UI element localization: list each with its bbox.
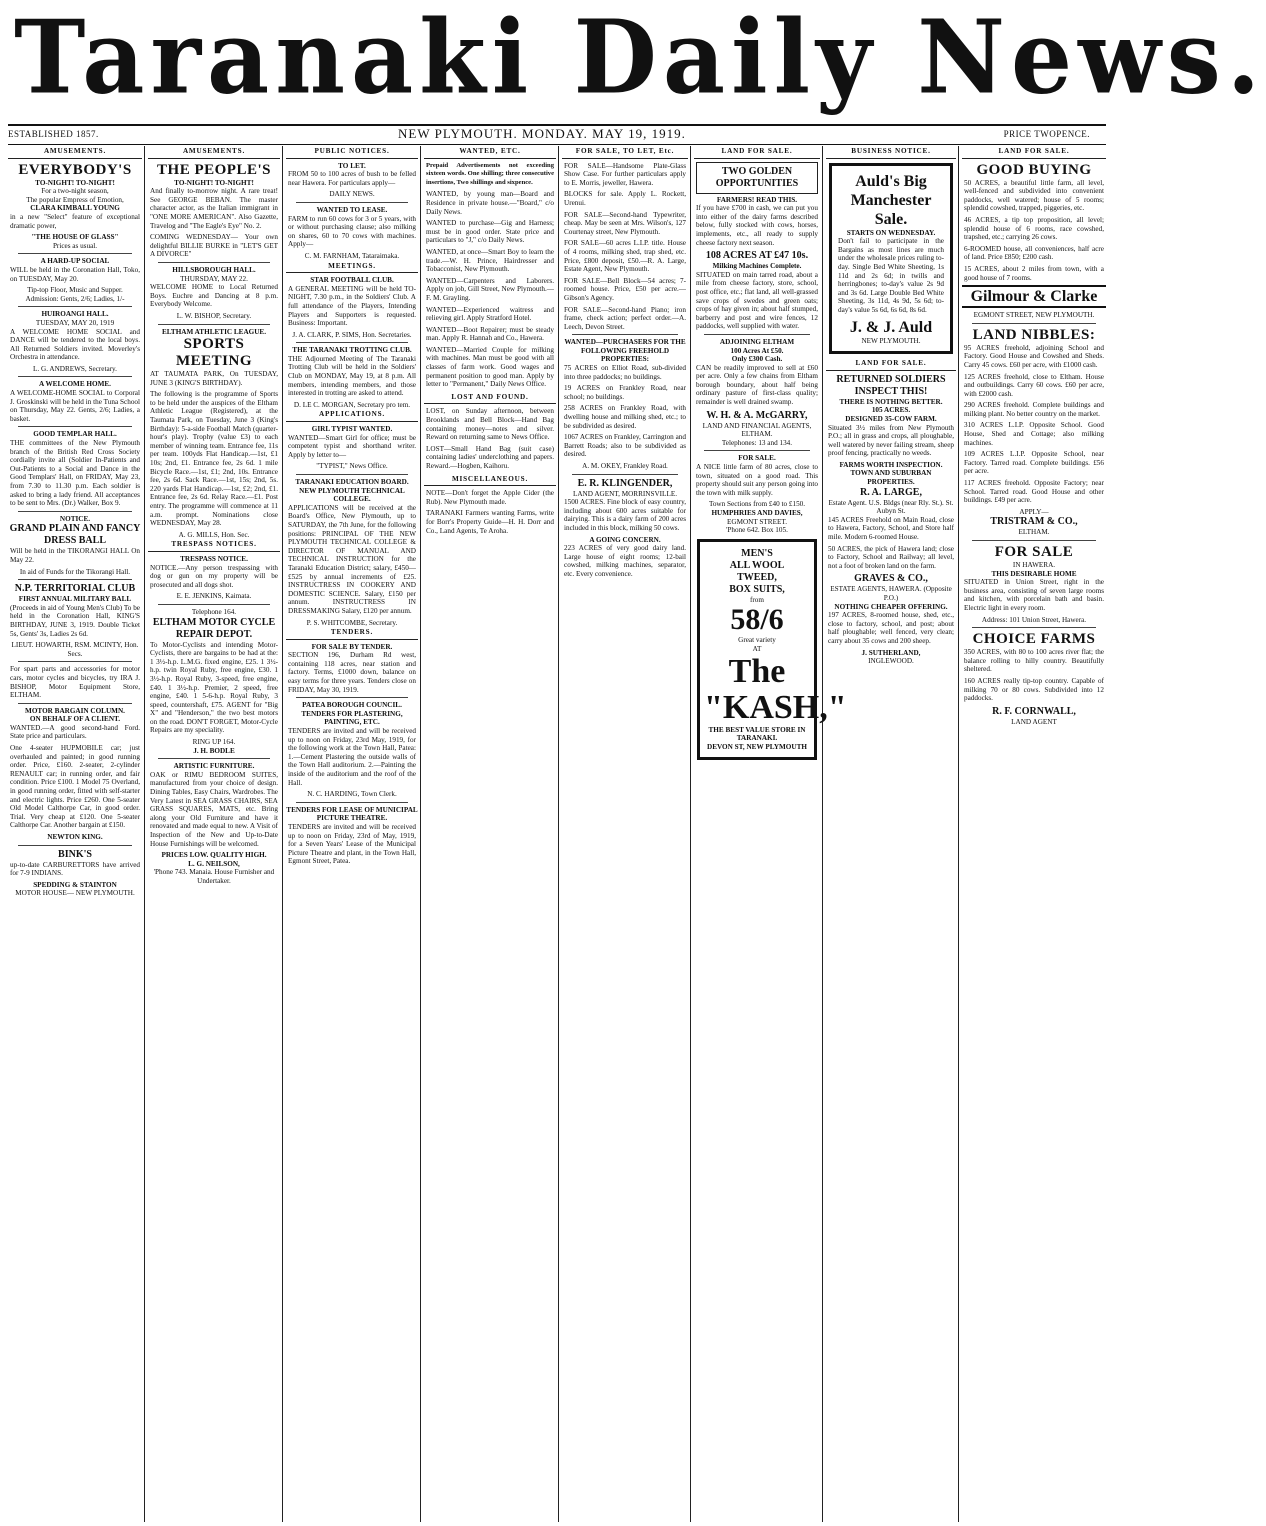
ad-signature: J. H. BODLE [193, 746, 235, 755]
ad-subtitle: DESIGNED 35-COW FARM. [845, 414, 937, 423]
property-item: 290 ACRES freehold. Complete buildings and milking plant. No better country on the market. [964, 401, 1104, 418]
property-item: 109 ACRES L.I.P. Opposite School, near Factory. Tarred road. Complete buildings. £56 per acre. [964, 450, 1104, 476]
ad-subtitle: Only £300 Cash. [731, 355, 783, 364]
ad-text: Will be held in the TIKORANGI HALL On May 22. [10, 547, 140, 564]
property-item: 1067 ACRES on Frankley, Carrington and Barrett Roads; also to be subdivided as desired. [564, 433, 686, 459]
separator [972, 540, 1096, 541]
separator [572, 334, 678, 335]
ad-title: TRESPASS NOTICE. [180, 554, 248, 563]
ad-signature: L. W. BISHOP, Secretary. [176, 311, 252, 320]
column-divider [558, 146, 559, 1522]
ad-signature: L. G. NEILSON, [188, 859, 240, 868]
property-item: 125 ACRES freehold, close to Eltham. House and outbuildings. Carry 60 cows. £60 per acre, with £2000 cash. [964, 372, 1104, 398]
ad-signature: LIEUT. HOWARTH, RSM. MCINTY, Hon. Secs. [11, 641, 139, 658]
ad-text: For a two-night season, [41, 187, 109, 196]
section-header: LAND FOR SALE. [694, 146, 820, 159]
ad-title: ON BEHALF OF A CLIENT. [29, 715, 121, 724]
classified-item: FOR SALE—Second-hand Typewriter, cheap. May be seen at Mrs. Wilson's, 127 Courtenay street, New Plymouth. [564, 210, 686, 236]
ad-text: Address: 101 Union Street, Hawera. [981, 615, 1087, 624]
ad-text: THURSDAY, MAY 22. [180, 274, 248, 283]
separator [972, 627, 1096, 628]
ad-text: THE committees of the New Plymouth branch of the British Red Cross Society cordially invite all (Soldier In-Patients and Out-Patients to a Social and Dance in the Good Templars' Hall, on FRIDAY, May 23, from 7.30 to 11.30 p.m. Each soldier is asked to bring a lady friend. All acceptances to be sent to Mrs. (Dr.) Walker, Box 9. [10, 439, 140, 508]
ad-signature: A. G. MILLS, Hon. Sec. [178, 530, 250, 539]
section-header: AMUSEMENTS. [148, 146, 280, 159]
ad-title: 108 ACRES AT £47 10s. [705, 250, 809, 262]
ad-title: A WELCOME HOME. [39, 380, 111, 389]
ad-text: TWEED, [737, 571, 777, 583]
ad-text: Telephones: 13 and 134. [721, 438, 793, 447]
ad-text: 'Phone 642. Box 105. [726, 526, 788, 535]
separator [158, 758, 270, 759]
ad-text: Situated 3½ miles from New Plymouth P.O.; all in grass and crops, all ploughable, well watered by never failing stream, sheep proof fencing, practically no weeds. [828, 423, 954, 458]
ad-title: GOOD TEMPLAR HALL. [33, 430, 117, 439]
ad-text: ESTATE AGENTS, HAWERA. (Opposite P.O.) [830, 585, 952, 602]
ad-text: A WELCOME HOME SOCIAL and DANCE will be tendered to the local boys. All Returned Soldiers invited. Moverley's Orchestra in attendance. [10, 327, 140, 362]
property-item: 258 ACRES on Frankley Road, with dwelling house and milking shed, etc.; to be subdivided as desired. [564, 404, 686, 430]
ad-subtitle: TO-NIGHT! TO-NIGHT! [174, 178, 254, 187]
ad-text: Don't fail to participate in the Bargains as most lines are much under the wholesale prices ruling to-day. Single Bed White Sheeting, 1s 11d and 2s 6d; in twills and herringbones; to-day's value 2s 9d and 3s 6d. Large Double Bed White Sheeting, 3s 11d, 4s 9d, 5s 6d; to-day's value 5s 6d, 6s 6d, 8s 6d. [838, 237, 944, 314]
ad-signature: J. SUTHERLAND, [861, 648, 921, 657]
separator [18, 426, 132, 427]
ad-text: Admission: Gents, 2/6; Ladies, 1/- [25, 294, 125, 303]
ad-text: in a new "Select" feature of exceptional dramatic power, [10, 212, 140, 230]
ad-title: TENDERS FOR LEASE OF MUNICIPAL PICTURE THEATRE. [286, 805, 418, 823]
classified-item: WANTED—Carpenters and Laborers. Apply on job, Gill Street, New Plymouth.—F. M. Grayling. [426, 276, 554, 302]
section-header: MEETINGS. [286, 261, 418, 274]
ad-text: And finally to-morrow night. A rare treat! See GEORGE BEBAN. The master character actor, as the Italian immigrant in "ONE MORE AMERICAN". Also Gazette, Travelog and "The Eagle's Eye" No. 2. [150, 187, 278, 230]
separator [158, 262, 270, 263]
ad-text: The popular Empress of Emotion, [26, 195, 124, 204]
section-header: LOST AND FOUND. [424, 392, 556, 405]
newspaper-title: Taranaki Daily News. [14, 0, 1266, 117]
separator [296, 802, 408, 803]
separator [296, 697, 408, 698]
ad-title: NOTHING CHEAPER OFFERING. [834, 602, 948, 611]
ad-text: THE Adjourned Meeting of The Taranaki Trotting Club will be held in the Soldiers' Club on MONDAY, May 19, at 8 p.m. All members, intending members, and those interested in trotting are asked to attend. [288, 354, 416, 398]
ad-subtitle: FARMERS! READ THIS. [716, 195, 798, 204]
price-label: PRICE TWOPENCE. [1003, 129, 1090, 139]
column-divider [822, 146, 823, 1522]
section-header: PUBLIC NOTICES. [286, 146, 418, 159]
column-divider [282, 146, 283, 1522]
ad-text: FROM 50 to 100 acres of bush to be felled near Hawera. For particulars apply— [288, 170, 416, 187]
column-amusements-2 [148, 146, 280, 1522]
ad-subtitle: THERE IS NOTHING BETTER. [839, 397, 943, 406]
dateline-rule [8, 144, 1106, 145]
classified-item: FOR SALE—Handsome Plate-Glass Show Case. For further particulars apply to E. Morris, jeweller, Hawera. [564, 161, 686, 187]
classified-item: WANTED to purchase—Gig and Harness; must be in good order. State price and particulars to "J," c/o Daily News. [426, 219, 554, 245]
ad-text: ALL WOOL [729, 559, 785, 571]
ad-signature: C. M. FARNHAM, Tataraimaka. [304, 251, 400, 260]
column-divider [144, 146, 145, 1522]
ad-signature: GRAVES & CO., [854, 573, 928, 585]
ad-text: THE BEST VALUE STORE IN TARANAKI. [708, 725, 806, 743]
column-divider [420, 146, 421, 1522]
property-item: 95 ACRES freehold, adjoining School and Factory. Good House and Cowshed and Sheds. Carry 45 cows. £60 per acre, with £1000 cash. [964, 343, 1104, 369]
ad-subtitle: STARTS ON WEDNESDAY. [846, 228, 936, 237]
ad-text: IN HAWERA. [1012, 561, 1056, 569]
ad-title: TARANAKI EDUCATION BOARD. [295, 478, 409, 486]
property-item: 310 ACRES L.I.P. Opposite School. Good House, Shed and Cottage; also milking machines. [964, 421, 1104, 447]
ad-text: "THE HOUSE OF GLASS" [31, 233, 119, 242]
classified-item: WANTED—Experienced waitress and relieving girl. Apply Stratford Hotel. [426, 305, 554, 323]
ad-text: Estate Agent. U.S. Bldgs (near Rly. St.). St. Aubyn St. [828, 498, 954, 516]
ad-signature: "TYPIST," News Office. [316, 462, 388, 471]
ad-text: WILL be held in the Coronation Hall, Toko, on TUESDAY, May 20. [10, 265, 140, 283]
ad-text: APPLY— [1019, 507, 1049, 516]
classified-item: FOR SALE—60 acres L.I.P. title. House of 4 rooms, milking shed, trap shed, etc. Price, £800 deposit, £50.—R. A. Large, Estate Agent, New Plymouth. [564, 239, 686, 274]
ad-text: A GENERAL MEETING will be held TO-NIGHT, 7.30 p.m., in the Soldiers' Club. A full attendance of the Players, Intending Players and Supporters is requested. Business: Important. [288, 284, 416, 328]
ad-text: AT [752, 644, 762, 653]
section-header: FOR SALE, TO LET, Etc. [562, 146, 688, 159]
property-item: 46 ACRES, a tip top proposition, all level; splendid house of 6 rooms, race cowshed, trapshed, etc.; carrying 26 cows. [964, 215, 1104, 242]
ad-subtitle: Milking Machines Complete. [712, 262, 802, 271]
ad-signature: N. C. HARDING, Town Clerk. [307, 790, 397, 799]
ad-text: OAK or RIMU BEDROOM SUITES, manufactured from your choice of design. Dining Tables, Easy Chairs, Wardrobes. The Very Latest in SEA GRASS CHAIRS, SEA GRASS SQUARES, MATS, etc. Bring along your Old Furniture and have it renovated and made equal to new. A Visit of Inspection of the New and Up-to-Date House Furnishings will be welcomed. [150, 770, 278, 848]
classified-item: FOR SALE—Second-hand Piano; iron frame, check action; perfect order.—A. Leech, Devon Street. [564, 305, 686, 331]
ad-text: Tip-top Floor, Music and Supper. [27, 286, 123, 295]
ad-title-peoples: THE PEOPLE'S [157, 161, 271, 178]
section-header: TENDERS. [286, 627, 418, 640]
ad-title: BINK'S [58, 848, 92, 860]
separator [704, 334, 810, 335]
separator [18, 845, 132, 846]
ad-text: PRICES LOW. QUALITY HIGH. [161, 851, 267, 860]
property-item: 19 ACRES on Frankley Road, near school; no buildings. [564, 384, 686, 401]
established-label: ESTABLISHED 1857. [8, 129, 99, 139]
ad-text: To Motor-Cyclists and intending Motor-Cyclists, there are bargains to be had at the: 1 3½-h.p. L.M.G. fixed engine, £25. 1 3½-h.p. twin Royal Ruby, free engine, £30. 1 3½-h.p. Royal Ruby, 3-speed, free engine, £40. 1 3½-h.p. Premier, 2 speed, free engine, £40. 1 5-6-h.p. Royal Ruby, 3 speed, countershaft, £75. AGENT for "Big X" and "Henderson," the two best motors on the road. DON'T FORGET, Motor-Cycle Repairs are my speciality. [150, 640, 278, 735]
ad-title: FOR SALE BY TENDER. [311, 642, 393, 651]
ad-text: If you have £700 in cash, we can put you into either of the dairy farms described below, fully stocked with cows, horses, implements, etc., all ready to supply cheese factory next season. [696, 204, 818, 247]
section-header: LAND FOR SALE. [826, 358, 956, 371]
ad-text: Telephone 164. [191, 607, 237, 616]
ad-text: SITUATED on main tarred road, about a mile from cheese factory, store, school, post office, etc.; flat land, all well-grassed save crops of swedes and green oats; crops of hay given in; about half stumped, barberry and post and wire fences, 12 paddocks, well supplied with water. [696, 270, 818, 331]
classified-item: LOST, on Sunday afternoon, between Brooklands and Bell Block—Hand Bag containing money—notes and silver. Reward on returning same to News Office. [426, 407, 554, 442]
ad-text: For spart parts and accessories for motor cars, motor cycles and bicycles, try IRA J. BISHOP, Motor Equipment Store, ELTHAM. [10, 665, 140, 700]
ad-title: ARTISTIC FURNITURE. [173, 762, 255, 771]
column-for-sale [562, 146, 688, 1522]
auld-advert-box [829, 163, 953, 355]
ad-text: Great variety [738, 636, 776, 645]
ad-signature: R. F. CORNWALL, [992, 705, 1076, 717]
ad-signature: J. A. CLARK, P. SIMS, Hon. Secretaries. [292, 330, 412, 339]
property-item: 223 ACRES of very good dairy land. Large house of eight rooms; 12-bail cowshed, milking machines, separator, etc. Every convenience. [564, 544, 686, 578]
separator [296, 342, 408, 343]
section-header: WANTED, ETC. [424, 146, 556, 159]
ad-title: THE TARANAKI TROTTING CLUB. [292, 346, 412, 355]
ad-title-everybodys: EVERYBODY'S [18, 161, 132, 178]
ad-title: ELTHAM MOTOR CYCLE REPAIR DEPOT. [152, 616, 276, 640]
ad-subtitle: TO-NIGHT! TO-NIGHT! [35, 178, 115, 187]
masthead [0, 0, 1266, 120]
ad-title: STAR FOOTBALL CLUB. [310, 276, 394, 285]
ad-text: WANTED.—A good second-hand Ford. State price and particulars. [10, 723, 140, 741]
ad-text: COMING WEDNESDAY— Your own delightful BILLIE BURKE in "LET'S GET A DIVORCE" [150, 233, 278, 259]
ad-text: LAND AGENT [1011, 717, 1057, 726]
ad-title: TOWN AND SUBURBAN PROPERTIES. [850, 469, 932, 487]
property-item: 117 ACRES freehold. Opposite Factory; near School. Tarred road. Good House and other buildings. £49 per acre. [964, 479, 1104, 505]
golden-opportunities-box [696, 162, 818, 194]
ad-title: ADJOINING ELTHAM [719, 337, 795, 346]
classified-item: WANTED—Boot Repairer; must be steady man. Apply R. Hannah and Co., Hawera. [426, 325, 554, 343]
ad-signature: J. & J. Auld [849, 318, 933, 336]
ad-text: WANTED—Smart Girl for office; must be competent typist and shorthand writer. Apply by letter to— [288, 433, 416, 459]
section-header: MISCELLANEOUS. [424, 474, 556, 487]
ad-text: In aid of Funds for the Tikorangi Hall. [19, 567, 131, 576]
property-item: 6-ROOMED house, all conveniences, half acre of land. Price £850; £200 cash. [964, 244, 1104, 262]
column-wanted [424, 146, 556, 1522]
ad-title: NEW PLYMOUTH TECHNICAL COLLEGE. [299, 486, 405, 504]
classified-item: WANTED—Married Couple for milking with machines. Man must be good with all classes of farm work. Good wages and permanent position to good man. Apply by letter to "Permanent," Daily News Office. [426, 345, 554, 389]
ad-signature: TRISTRAM & CO., [990, 516, 1078, 528]
separator [18, 376, 132, 377]
ad-text: SECTION 196, Durham Rd west, containing 118 acres, near station and factory. Terms, £1000 down, balance on easy terms for three years. Tenders close on FRIDAY, May 30, 1919. [288, 651, 416, 694]
ad-text: CLARA KIMBALL YOUNG [30, 204, 120, 213]
ad-title: E. R. KLINGENDER, [577, 477, 673, 489]
ad-signature: P. S. WHITCOMBE, Secretary. [306, 618, 398, 627]
ad-subtitle: 105 ACRES. [871, 406, 911, 415]
ad-text: LAND AND FINANCIAL AGENTS, ELTHAM. [702, 421, 812, 439]
ad-signature: NEWTON KING. [47, 833, 103, 841]
classified-item: FOR SALE—Bell Block—54 acres; 7-roomed house. Price, £50 per acre.—Gibson's Agency. [564, 276, 686, 302]
ad-signature: R. A. LARGE, [860, 486, 922, 498]
ad-signature: E. E. JENKINS, Kaimata. [176, 592, 252, 601]
ad-signature: D. LE C. MORGAN, Secretary pro tem. [293, 400, 411, 409]
classified-item: BLOCKS for sale. Apply L. Rockett, Urenui. [564, 190, 686, 207]
ad-text: EGMONT STREET. [726, 517, 788, 526]
dateline-bar [8, 126, 1106, 142]
ad-title: RETURNED SOLDIERS INSPECT THIS! [836, 373, 946, 397]
ad-title: GRAND PLAIN AND FANCY DRESS BALL [9, 523, 141, 547]
separator [158, 604, 270, 605]
ad-text: Town Sections from £40 to £150. [708, 500, 806, 509]
property-item: 1500 ACRES. Fine block of easy country, including about 600 acres suitable for dairying. This is a dairy farm of 200 acres included in this block, milking 50 cows. [564, 498, 686, 532]
separator [18, 511, 132, 512]
property-item: 75 ACRES on Elliot Road, sub-divided into three paddocks; no buildings. [564, 364, 686, 381]
ad-text: INGLEWOOD. [868, 657, 914, 666]
ad-title: GIRL TYPIST WANTED. [311, 425, 393, 434]
ad-text: SITUATED in Union Street, right in the business area, consisting of seven large rooms and kitchen, with porcelain bath and basin. Electric light in every room. [964, 578, 1104, 612]
classified-item: WANTED, at once—Smart Boy to learn the trade.—W. H. Prince, Hairdresser and Tobacconist, New Plymouth. [426, 247, 554, 274]
ad-title: ELTHAM ATHLETIC LEAGUE. [161, 327, 267, 336]
column-divider [958, 146, 959, 1522]
ad-text: BOX SUITS, [729, 583, 785, 595]
ad-title: A HARD-UP SOCIAL [40, 257, 110, 266]
ad-signature: Gilmour & Clarke [962, 285, 1106, 308]
column-divider [690, 146, 691, 1522]
classified-item: WANTED, by young man—Board and Residence in private house.—"Board," c/o Daily News. [426, 190, 554, 216]
ad-text: TENDERS are invited and will be received up to noon on Friday, 23rd May, 1919, for the following work at the Town Hall, Patea: 1.—Cement Plastering the outside walls of the Town Hall auditorium. 2.—Painting the inside of the auditorium and the roof of the Hall. [288, 727, 416, 787]
ad-text: TENDERS are invited and will be received up to noon on Friday, 23rd of May, 1919, for a Seven Years' Lease of the Municipal Picture Theatre and plant, in the Town Hall, Egmont Street, Patea. [288, 822, 416, 866]
property-item: 350 ACRES, with 80 to 100 acres river flat; the balance rolling to hilly country. Beautifully sheltered. [964, 648, 1104, 674]
ad-signature: A. M. OKEY, Frankley Road. [582, 462, 668, 470]
column-amusements-1 [8, 146, 142, 1522]
property-item: 160 ACRES really tip-top country. Capable of milking 70 or 80 cows. Subdivided into 12 paddocks. [964, 676, 1104, 703]
ad-title: N.P. TERRITORIAL CLUB [14, 583, 136, 595]
ad-title: TWO GOLDEN OPPORTUNITIES [715, 165, 799, 189]
ad-title: FOR SALE [994, 544, 1074, 560]
ad-title: WANTED—PURCHASERS FOR THE FOLLOWING FREEHOLD PROPERTIES: [564, 338, 686, 364]
ad-text: One 4-seater HUPMOBILE car; just overhauled and painted; in good running order. Price, £160. 2-seater, 2-cylinder RENAULT car; in running order, and fair condition. Price £100. 1 Model 75 Overland, in good running order, fitted with self-starter and electric lights. Price £260. One 5-seater Old Model Calthorpe Car, in good order. Trial. Very cheap at £120. One 5-seater Calthorpe Car. Another bargain at £150. [10, 744, 140, 830]
property-item: 50 ACRES, a beautiful little farm, all level, well-fenced and subdivided into convenient paddocks, well watered; house of 5 rooms; splendid cowshed, trapped, piggeries, etc. [964, 178, 1104, 213]
dateline-text: NEW PLYMOUTH. MONDAY. MAY 19, 1919. [398, 126, 686, 141]
separator [18, 306, 132, 307]
ad-text: from [750, 595, 764, 604]
ad-title-sports: SPORTS MEETING [175, 336, 252, 370]
separator [572, 474, 678, 475]
ad-text: ELTHAM. [1018, 528, 1050, 537]
ad-text: DEVON ST, NEW PLYMOUTH [707, 742, 807, 751]
ad-title: HILLSBOROUGH HALL. [172, 265, 256, 274]
separator [972, 323, 1096, 324]
ad-title: TENDERS FOR PLASTERING, PAINTING, ETC. [301, 709, 403, 727]
property-item: 50 ACRES, the pick of Hawera land; close to Factory, School and Railway; all level, not a foot of broken land on the farm. [828, 544, 954, 570]
rates-note: Prepaid Advertisements not exceeding sixteen words. One shilling; three consecutive insertions, Two shillings and sixpence. [426, 161, 554, 186]
ad-text: A WELCOME-HOME SOCIAL to Corporal J. Groskinski will be held in the Tuna School on Thursday, May 22. Gents, 2/6; Ladies, a basket. [10, 389, 140, 423]
separator [18, 703, 132, 704]
section-header: LAND FOR SALE. [962, 146, 1106, 159]
ad-title: MOTOR BARGAIN COLUMN. [25, 706, 125, 715]
column-land-for-sale-2 [962, 146, 1106, 1522]
column-land-for-sale-1 [694, 146, 847, 1522]
ad-text: up-to-date CARBURETTORS have arrived for 7-9 INDIANS. [10, 860, 140, 878]
ad-text: The following is the programme of Sports to be held under the auspices of the Eltham Athletic League (Registered), at the Taumata Park, on Tuesday, June 3 (King's Birthday): 5-a-side Football Match (quarter-hour's play). Trophy (value £3) to each member of winning team. Entrance fee, 11s per team. 100yds Flat Handicap.—1st, £1 10s; 2nd, £1. Entrance fee, 2s 6d. 1 mile Bicycle Race.—1st, £1; 2nd, 10s. Entrance fee, 2s 6d. Sack Race.—1st, 15s; 2nd, 5s. 220 yards Flat Handicap.—1st, £2; 2nd, £1. Entrance fee, 2s 6d. Relay Race.—£1. Post entry. The programme will commence at 11 a.m. prompt. Nominations close WEDNESDAY, May 28. [150, 390, 278, 528]
section-header: AMUSEMENTS. [8, 146, 142, 159]
section-header: TRESPASS NOTICES. [148, 539, 280, 552]
classified-item: LOST—Small Hand Bag (suit case) containing ladies' underclothing and papers. Reward.—Hogben, Kaihoru. [426, 444, 554, 470]
separator [158, 324, 270, 325]
ad-title: LAND NIBBLES: [972, 326, 1096, 343]
ad-signature: DAILY NEWS. [329, 190, 375, 199]
ad-text: NEW PLYMOUTH. [861, 336, 921, 345]
kash-advert-box [697, 539, 847, 761]
separator [704, 450, 810, 451]
section-header: BUSINESS NOTICE. [826, 146, 956, 159]
ad-text: MEN'S [741, 547, 773, 559]
ad-title: W. H. & A. McGARRY, [706, 409, 808, 421]
ad-title: WANTED TO LEASE. [316, 205, 388, 214]
ad-title: FARMS WORTH INSPECTION. [839, 460, 943, 469]
ad-title: HUIROANGI HALL. [41, 310, 109, 319]
ad-title: SPEDDING & STAINTON [33, 880, 117, 889]
classified-item: NOTE—Don't forget the Apple Cider (the Rub). New Plymouth made. [426, 489, 554, 506]
ad-signature: L. G. ANDREWS, Secretary. [33, 364, 117, 373]
ad-subtitle: THIS DESIRABLE HOME [991, 569, 1077, 578]
separator [296, 202, 408, 203]
ad-text: RING UP 164. [192, 738, 236, 747]
ad-title: TO LET. [338, 161, 366, 170]
ad-text: APPLICATIONS will be received at the Board's Office, New Plymouth, up to SATURDAY, the 7th June, for the following positions: PRINCIPAL OF THE NEW PLYMOUTH TECHNICAL COLLEGE & DIRECTOR OF MANUAL AND TECHNICAL INSTRUCTION for the Taranaki Education District; salary, £450—£525 by annual increments of £25. INSTRUCTRESS IN COOKERY AND DOMESTIC SCIENCE. Salary, £150 per annum. INSTRUCTRESS IN DRESSMAKING Salary, £120 per annum. [288, 503, 416, 615]
ad-subtitle: 100 Acres At £50. [730, 346, 784, 355]
ad-title: PATEA BOROUGH COUNCIL. [302, 701, 402, 710]
ad-title: NOTICE. [59, 514, 91, 523]
ad-text: 'Phone 743. Manaia. House Furnisher and Undertaker. [153, 868, 275, 885]
ad-title: FIRST ANNUAL MILITARY BALL [18, 595, 132, 604]
ad-text: FARM to run 60 cows for 3 or 5 years, with or without purchasing clause; also milking on shares, 60 to 70 cows with machines. Apply— [288, 214, 416, 249]
ad-text: CAN be readily improved to sell at £60 per acre. Only a few chains from Eltham borough boundary, about half being ordinary pasture of first-class quality; remainder is well drained swamp. [696, 363, 818, 407]
ad-signature: HUMPHRIES AND DAVIES, [711, 509, 803, 517]
ad-title: Auld's Big Manchester Sale. [850, 172, 932, 228]
ad-text: EGMONT STREET, NEW PLYMOUTH. [973, 311, 1095, 320]
ad-text: NOTICE.—Any person trespassing with dog or gun on my property will be prosecuted and all dogs shot. [150, 563, 278, 589]
kash-store-name: The "KASH," [704, 652, 847, 726]
ad-text: MOTOR HOUSE— NEW PLYMOUTH. [15, 889, 135, 898]
ad-text: TUESDAY, MAY 20, 1919 [35, 318, 115, 327]
ad-text: Prices as usual. [52, 241, 98, 250]
property-item: 145 ACRES Freehold on Main Road, close to Hawera, Factory, School, and Store half mile. Modern 6-roomed House. [828, 515, 954, 542]
ad-text: AT TAUMATA PARK, On TUESDAY, JUNE 3 (KING'S BIRTHDAY). [150, 370, 278, 387]
ad-text: LAND AGENT, MORRINSVILLE. [572, 489, 678, 498]
classified-item: TARANAKI Farmers wanting Farms, write for Borr's Property Guide—H. H. Dorr and Co., Land Agents, Te Aroha. [426, 509, 554, 535]
ad-title: A GOING CONCERN. [589, 535, 661, 544]
ad-title: CHOICE FARMS [972, 631, 1096, 648]
separator [18, 661, 132, 662]
separator [18, 253, 132, 254]
separator [18, 579, 132, 580]
ad-text: A NICE little farm of 80 acres, close to town, situated on a good road. This property should suit any person going into the town with milk supply. [696, 463, 818, 497]
section-header: APPLICATIONS. [286, 409, 418, 422]
column-public-notices [286, 146, 418, 1522]
separator [296, 474, 408, 475]
ad-text: (Proceeds in aid of Young Men's Club) To be held in the Coronation Hall, KING'S BIRTHDAY, JUNE 3, 1919. Double Ticket 5s, Gents' 3s, Ladies 2s 6d. [10, 603, 140, 638]
property-item: 197 ACRES, 8-roomed house, shed, etc., close to factory, school, and post; about half ploughable; well fenced, very clean; carry about 35 cows and 200 sheep. [828, 611, 954, 645]
ad-title: FOR SALE. [738, 454, 776, 463]
ad-title: GOOD BUYING [976, 161, 1092, 178]
property-item: 15 ACRES, about 2 miles from town, with a good house of 7 rooms. [964, 264, 1104, 282]
column-business-notice [826, 146, 956, 1522]
suit-price: 58/6 [730, 603, 784, 637]
ad-text: WELCOME HOME to Local Returned Boys. Euchre and Dancing at 8 p.m. Everybody Welcome. [150, 283, 278, 309]
